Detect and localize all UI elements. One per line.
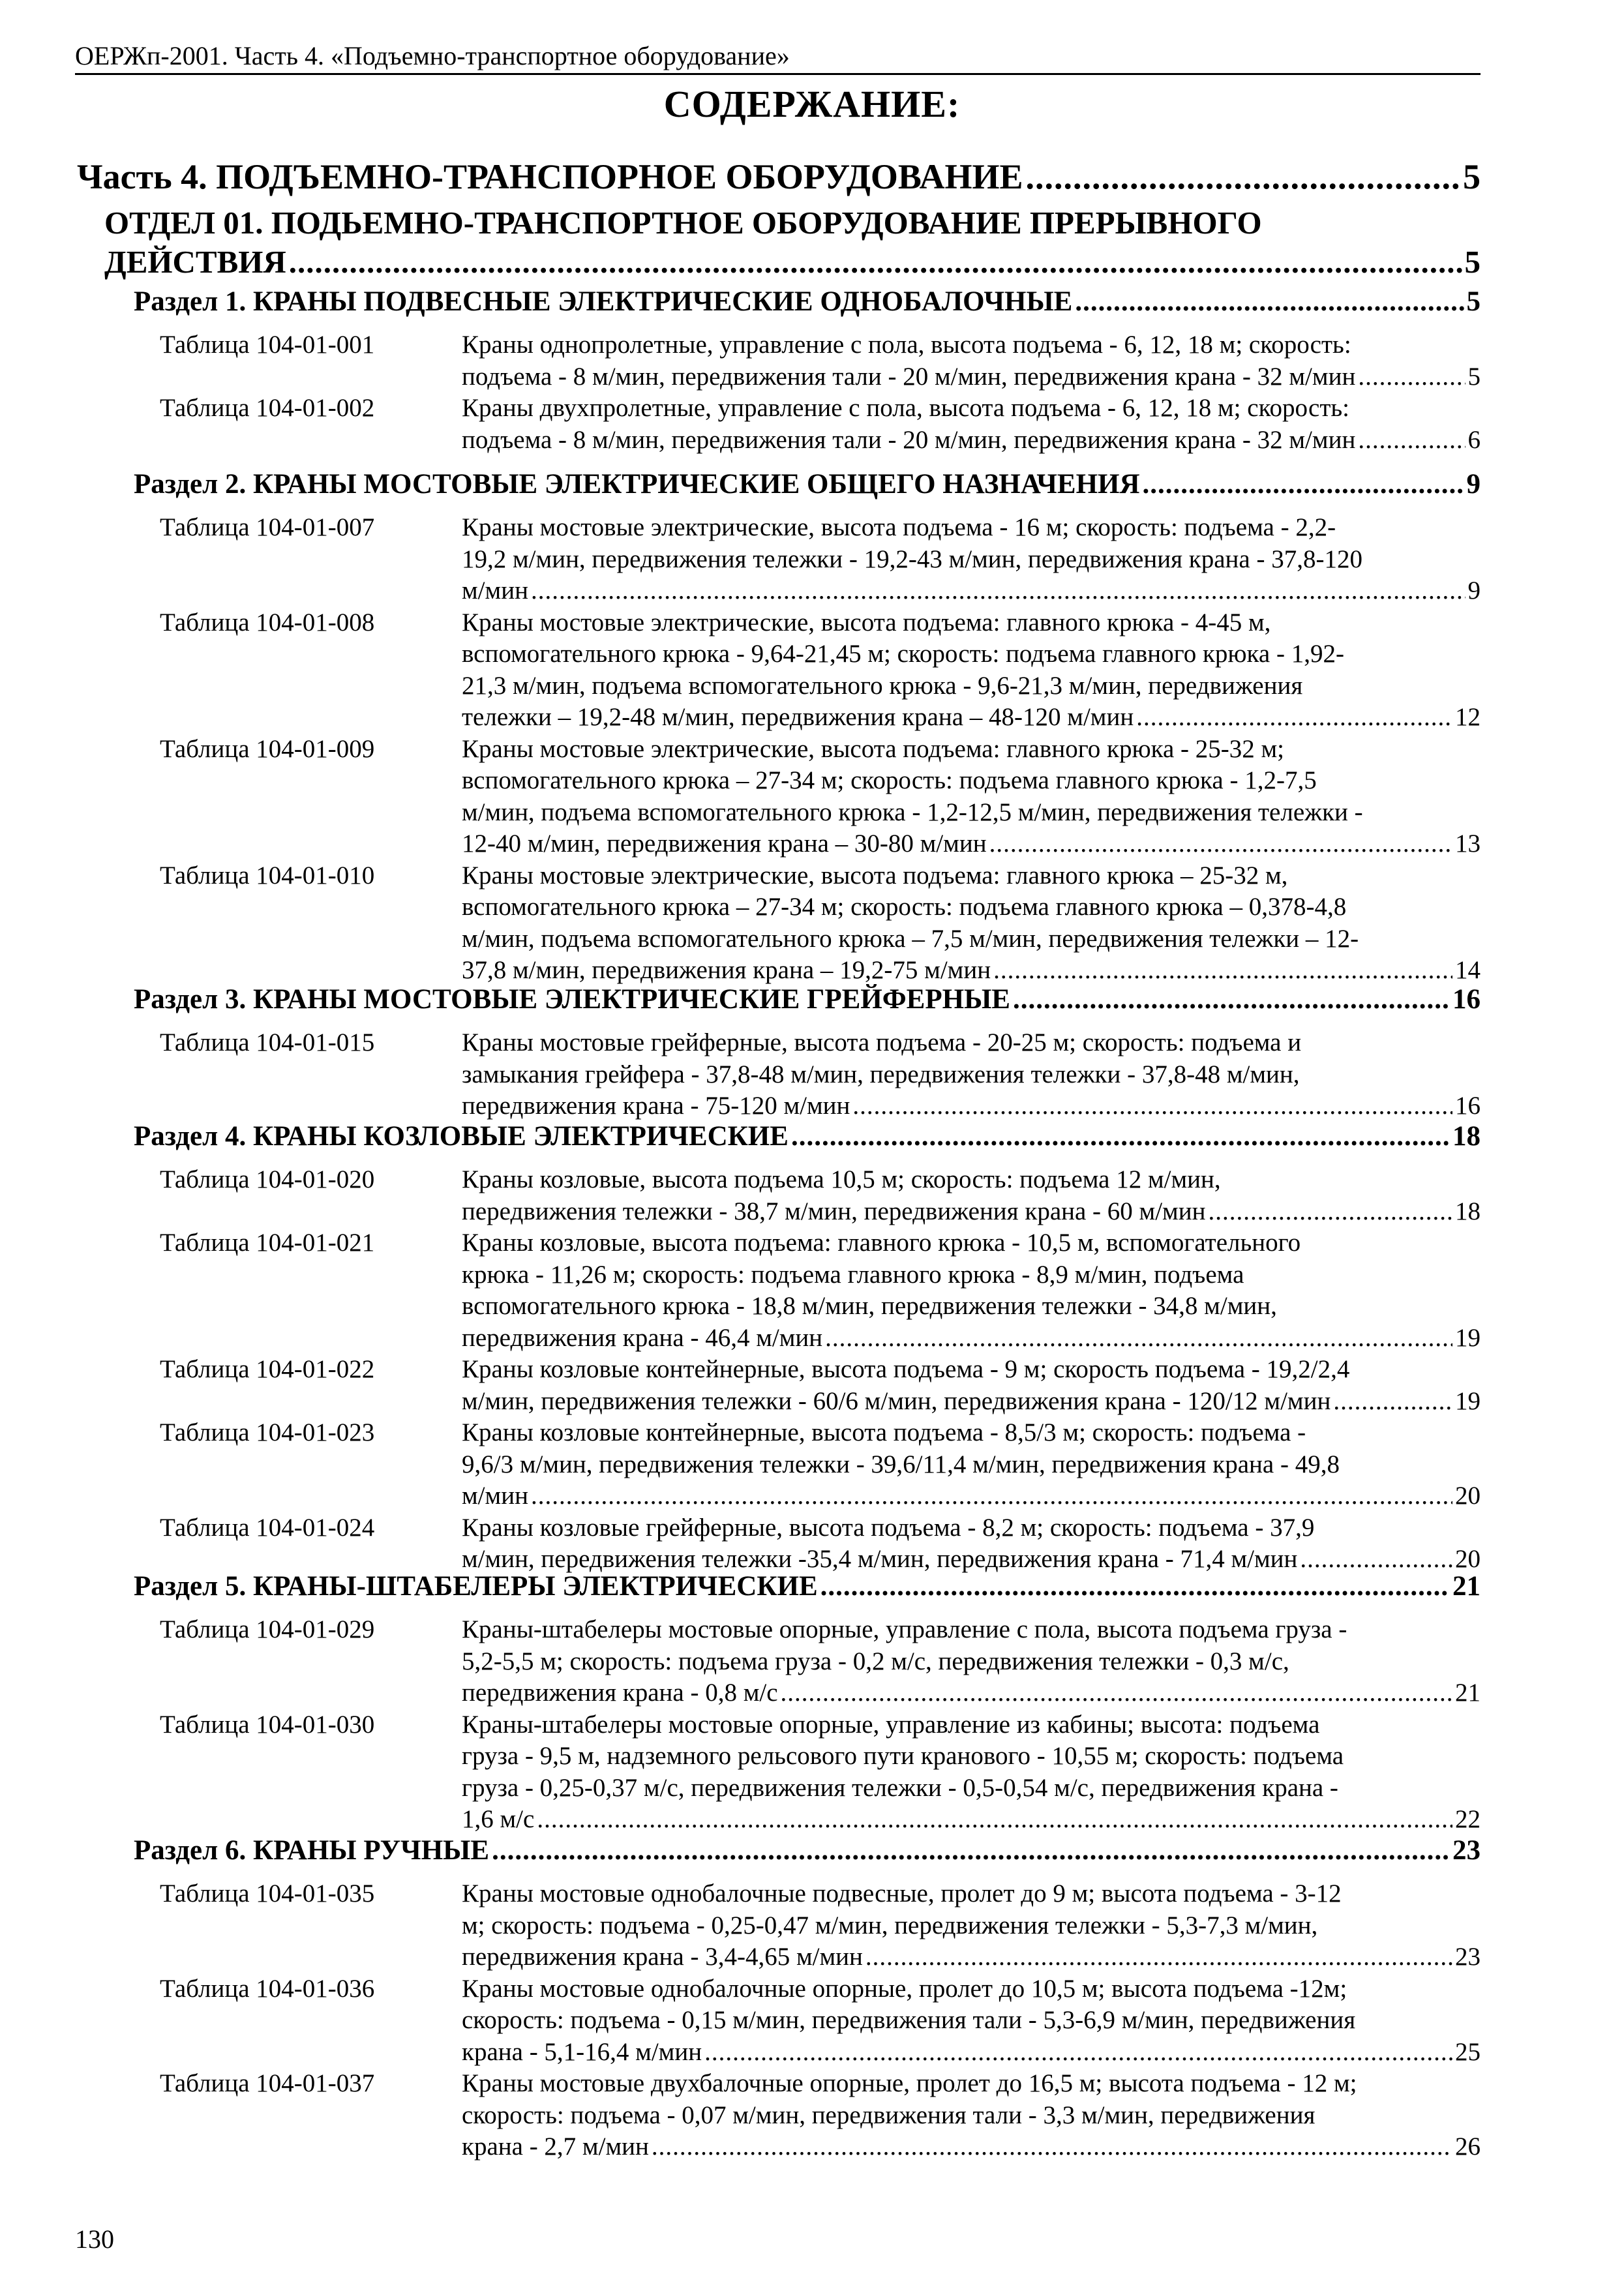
table-code: Таблица 104-01-008 — [160, 608, 375, 636]
table-page: 21 — [1455, 1679, 1481, 1707]
table-description-line: 1,6 м/с — [462, 1805, 535, 1833]
leader-dots — [1143, 466, 1464, 503]
leader-dots — [820, 1568, 1450, 1605]
leader-dots — [1026, 157, 1461, 197]
table-page: 22 — [1455, 1805, 1481, 1833]
table-page: 19 — [1455, 1323, 1481, 1352]
toc-table-entry[interactable] — [160, 1227, 1481, 1354]
leader-dots — [791, 1118, 1450, 1155]
table-code: Таблица 104-01-015 — [160, 1028, 375, 1056]
toc-section-entry[interactable] — [134, 1568, 1481, 1605]
table-description-line: подъема - 8 м/мин, передвижения тали - 20 м/мин, передвижения крана - 32 м/мин — [462, 362, 1356, 391]
toc-table-entry[interactable] — [160, 1614, 1481, 1709]
table-page: 14 — [1455, 956, 1481, 984]
table-description-line: груза - 9,5 м, надземного рельсового пути кранового - 10,55 м; скорость: подъема — [462, 1742, 1344, 1770]
toc-table-entry[interactable] — [160, 329, 1481, 393]
table-description-line: вспомогательного крюка – 27-34 м; скорость: подъема главного крюка - 1,2-7,5 — [462, 766, 1317, 794]
section-title: Раздел 5. КРАНЫ-ШТАБЕЛЕРЫ ЭЛЕКТРИЧЕСКИЕ — [134, 1571, 818, 1602]
leader-dots — [1333, 1386, 1452, 1418]
leader-dots — [1075, 284, 1464, 320]
leader-dots — [531, 575, 1466, 607]
table-page: 13 — [1455, 830, 1481, 858]
table-code: Таблица 104-01-007 — [160, 513, 375, 541]
leader-dots — [1358, 425, 1465, 456]
toc-table-entry[interactable] — [160, 860, 1481, 987]
toc-table-entry[interactable] — [160, 512, 1481, 607]
table-description-line: 37,8 м/мин, передвижения крана – 19,2-75 м/мин — [462, 956, 991, 984]
leader-dots — [1208, 1196, 1452, 1228]
page-title: СОДЕРЖАНИЕ: — [663, 83, 961, 125]
table-description-line: Краны козловые контейнерные, высота подъема - 9 м; скорость подъема - 19,2/2,4 — [462, 1355, 1350, 1383]
table-code: Таблица 104-01-002 — [160, 394, 375, 422]
leader-dots — [852, 1090, 1452, 1122]
table-description-line: 12-40 м/мин, передвижения крана – 30-80 м/мин — [462, 830, 987, 858]
table-description-line: крана - 5,1-16,4 м/мин — [462, 2037, 702, 2066]
toc-table-entry[interactable] — [160, 1512, 1481, 1576]
toc-table-entry[interactable] — [160, 1878, 1481, 1973]
table-description-line: подъема - 8 м/мин, передвижения тали - 20 м/мин, передвижения крана - 32 м/мин — [462, 425, 1356, 454]
section-title: Раздел 3. КРАНЫ МОСТОВЫЕ ЭЛЕКТРИЧЕСКИЕ ГРЕЙФЕРНЫЕ — [134, 984, 1010, 1015]
table-description-line: 19,2 м/мин, передвижения тележки - 19,2-43 м/мин, передвижения крана - 37,8-120 — [462, 545, 1362, 573]
toc-section-entry[interactable] — [134, 1833, 1481, 1869]
section-page: 9 — [1466, 469, 1481, 500]
table-description-line: крюка - 11,26 м; скорость: подъема главного крюка - 8,9 м/мин, подъема — [462, 1260, 1244, 1289]
toc-table-entry[interactable] — [160, 607, 1481, 734]
department-title-line1: ОТДЕЛ 01. ПОДЬЕМНО-ТРАНСПОРТНОЕ ОБОРУДОВАНИЕ ПРЕРЫВНОГО — [104, 205, 1262, 241]
table-description-line: Краны мостовые электрические, высота подъема - 16 м; скорость: подъема - 2,2- — [462, 513, 1336, 541]
table-description-line: вспомогательного крюка - 18,8 м/мин, передвижения тележки - 34,8 м/мин, — [462, 1292, 1277, 1320]
table-page: 25 — [1455, 2037, 1481, 2066]
table-description-line: передвижения крана - 3,4-4,65 м/мин — [462, 1943, 863, 1971]
table-code: Таблица 104-01-035 — [160, 1879, 375, 1908]
table-description-line: Краны мостовые однобалочные опорные, пролет до 10,5 м; высота подъема -12м; — [462, 1974, 1347, 2003]
toc-section-entry[interactable] — [134, 981, 1481, 1018]
toc-table-entry[interactable] — [160, 1417, 1481, 1512]
toc-table-entry[interactable] — [160, 734, 1481, 860]
toc-table-entry[interactable] — [160, 1354, 1481, 1417]
table-description-line: замыкания грейфера - 37,8-48 м/мин, передвижения тележки - 37,8-48 м/мин, — [462, 1060, 1300, 1088]
table-description-line: Краны мостовые электрические, высота подъема: главного крюка - 4-45 м, — [462, 608, 1271, 636]
toc-table-entry[interactable] — [160, 1164, 1481, 1227]
section-title: Раздел 2. КРАНЫ МОСТОВЫЕ ЭЛЕКТРИЧЕСКИЕ ОБЩЕГО НАЗНАЧЕНИЯ — [134, 469, 1140, 500]
leader-dots — [1136, 702, 1452, 734]
table-description-line: м/мин, подъема вспомогательного крюка – 7,5 м/мин, передвижения тележки – 12- — [462, 924, 1359, 953]
part-page: 5 — [1463, 157, 1481, 196]
table-description-line: Краны козловые, высота подъема 10,5 м; скорость: подъема 12 м/мин, — [462, 1165, 1221, 1193]
table-code: Таблица 104-01-023 — [160, 1418, 375, 1446]
table-description-line: Краны козловые контейнерные, высота подъема - 8,5/3 м; скорость: подъема - — [462, 1418, 1306, 1446]
table-description-line: груза - 0,25-0,37 м/с, передвижения тележки - 0,5-0,54 м/с, передвижения крана - — [462, 1773, 1338, 1802]
table-page: 16 — [1455, 1092, 1481, 1120]
table-description-line: передвижения крана - 75-120 м/мин — [462, 1092, 850, 1120]
section-page: 16 — [1452, 984, 1481, 1015]
table-description-line: Краны-штабелеры мостовые опорные, управление из кабины; высота: подъема — [462, 1710, 1320, 1739]
toc-section-entry[interactable] — [134, 1118, 1481, 1155]
table-description-line: Краны однопролетные, управление с пола, высота подъема - 6, 12, 18 м; скорость: — [462, 331, 1351, 359]
department-page: 5 — [1464, 244, 1481, 280]
table-description-line: Краны двухпролетные, управление с пола, высота подъема - 6, 12, 18 м; скорость: — [462, 394, 1349, 422]
toc-part-entry[interactable] — [77, 157, 1481, 197]
table-description-line: передвижения тележки - 38,7 м/мин, передвижения крана - 60 м/мин — [462, 1197, 1206, 1225]
table-description-line: Краны мостовые грейферные, высота подъема - 20-25 м; скорость: подъема и — [462, 1028, 1302, 1056]
table-page: 23 — [1455, 1943, 1481, 1971]
leader-dots — [704, 2037, 1452, 2069]
table-description-line: м/мин, передвижения тележки -35,4 м/мин, передвижения крана - 71,4 м/мин — [462, 1545, 1298, 1573]
table-description-line: 5,2-5,5 м; скорость: подъема груза - 0,2 м/с, передвижения тележки - 0,3 м/с, — [462, 1647, 1289, 1675]
section-page: 18 — [1452, 1121, 1481, 1152]
table-description-line: Краны мостовые электрические, высота подъема: главного крюка - 25-32 м; — [462, 734, 1284, 763]
page-number: 130 — [75, 2224, 114, 2254]
leader-dots — [865, 1941, 1452, 1973]
leader-dots — [781, 1677, 1452, 1709]
table-code: Таблица 104-01-022 — [160, 1355, 375, 1383]
leader-dots — [537, 1804, 1452, 1836]
table-description-line: Краны козловые грейферные, высота подъема - 8,2 м; скорость: подъема - 37,9 — [462, 1513, 1315, 1542]
table-description-line: скорость: подъема - 0,07 м/мин, передвижения тали - 3,3 м/мин, передвижения — [462, 2101, 1316, 2129]
table-description-line: м/мин, передвижения тележки - 60/6 м/мин, передвижения крана - 120/12 м/мин — [462, 1386, 1331, 1415]
table-page: 20 — [1455, 1482, 1481, 1510]
toc-table-entry[interactable] — [160, 1973, 1481, 2069]
leader-dots — [825, 1323, 1452, 1354]
table-description-line: крана - 2,7 м/мин — [462, 2132, 649, 2161]
table-description-line: м; скорость: подъема - 0,25-0,47 м/мин, передвижения тележки - 5,3-7,3 м/мин, — [462, 1911, 1318, 1939]
table-description-line: м/мин — [462, 1482, 528, 1510]
section-title: Раздел 1. КРАНЫ ПОДВЕСНЫЕ ЭЛЕКТРИЧЕСКИЕ ОДНОБАЛОЧНЫЕ — [134, 286, 1073, 317]
table-code: Таблица 104-01-020 — [160, 1165, 375, 1193]
table-code: Таблица 104-01-021 — [160, 1229, 375, 1257]
section-page: 21 — [1452, 1571, 1481, 1602]
table-description-line: передвижения крана - 46,4 м/мин — [462, 1323, 823, 1352]
leader-dots — [652, 2131, 1452, 2163]
table-code: Таблица 104-01-030 — [160, 1710, 375, 1739]
table-code: Таблица 104-01-029 — [160, 1615, 375, 1643]
table-code: Таблица 104-01-037 — [160, 2069, 375, 2097]
table-description-line: 9,6/3 м/мин, передвижения тележки - 39,6/11,4 м/мин, передвижения крана - 49,8 — [462, 1450, 1340, 1478]
table-description-line: Краны мостовые двухбалочные опорные, пролет до 16,5 м; высота подъема - 12 м; — [462, 2069, 1357, 2097]
section-title: Раздел 6. КРАНЫ РУЧНЫЕ — [134, 1835, 490, 1866]
section-page: 5 — [1466, 286, 1481, 317]
toc-table-entry[interactable] — [160, 393, 1481, 456]
table-page: 18 — [1455, 1197, 1481, 1225]
table-description-line: м/мин — [462, 576, 528, 605]
section-title: Раздел 4. КРАНЫ КОЗЛОВЫЕ ЭЛЕКТРИЧЕСКИЕ — [134, 1121, 789, 1152]
part-title: Часть 4. ПОДЪЕМНО-ТРАНСПОРНОЕ ОБОРУДОВАНИЕ — [77, 157, 1023, 196]
toc-table-entry[interactable] — [160, 1027, 1481, 1122]
leader-dots — [1013, 981, 1450, 1018]
toc-table-entry[interactable] — [160, 2068, 1481, 2163]
leader-dots — [289, 243, 1462, 282]
table-page: 20 — [1455, 1545, 1481, 1573]
table-description-line: тележки – 19,2-48 м/мин, передвижения крана – 48-120 м/мин — [462, 703, 1134, 731]
toc-section-entry[interactable] — [134, 466, 1481, 503]
table-description-line: вспомогательного крюка - 9,64-21,45 м; скорость: подъема главного крюка - 1,92- — [462, 640, 1344, 668]
table-description-line: 21,3 м/мин, подъема вспомогательного крюка - 9,6-21,3 м/мин, передвижения — [462, 671, 1303, 700]
table-page: 5 — [1467, 362, 1481, 391]
table-description-line: скорость: подъема - 0,15 м/мин, передвижения тали - 5,3-6,9 м/мин, передвижения — [462, 2006, 1356, 2034]
table-page: 12 — [1455, 703, 1481, 731]
toc-department-entry[interactable] — [104, 203, 1481, 282]
table-description-line: Краны-штабелеры мостовые опорные, управление с пола, высота подъема груза - — [462, 1615, 1347, 1643]
table-description-line: Краны козловые, высота подъема: главного крюка - 10,5 м, вспомогательного — [462, 1229, 1301, 1257]
table-code: Таблица 104-01-036 — [160, 1974, 375, 2003]
table-description-line: м/мин, подъема вспомогательного крюка - 1,2-12,5 м/мин, передвижения тележки - — [462, 798, 1363, 826]
table-description-line: вспомогательного крюка – 27-34 м; скорость: подъема главного крюка – 0,378-4,8 — [462, 893, 1347, 921]
table-description-line: Краны мостовые однобалочные подвесные, пролет до 9 м; высота подъема - 3-12 — [462, 1879, 1342, 1908]
section-page: 23 — [1452, 1835, 1481, 1866]
table-page: 26 — [1455, 2132, 1481, 2161]
table-description-line: передвижения крана - 0,8 м/с — [462, 1679, 778, 1707]
toc-table-entry[interactable] — [160, 1709, 1481, 1836]
leader-dots — [531, 1480, 1452, 1512]
leader-dots — [989, 828, 1452, 860]
leader-dots — [492, 1833, 1450, 1869]
table-code: Таблица 104-01-001 — [160, 331, 375, 359]
table-page: 9 — [1467, 576, 1481, 605]
table-code: Таблица 104-01-024 — [160, 1513, 375, 1542]
table-page: 6 — [1467, 425, 1481, 454]
table-code: Таблица 104-01-009 — [160, 734, 375, 763]
table-description-line: Краны мостовые электрические, высота подъема: главного крюка – 25-32 м, — [462, 861, 1288, 890]
table-code: Таблица 104-01-010 — [160, 861, 375, 890]
leader-dots — [1358, 361, 1465, 393]
running-header: ОЕРЖп-2001. Часть 4. «Подъемно-транспортное оборудование» — [75, 39, 1481, 75]
department-title-line2: ДЕЙСТВИЯ — [104, 244, 286, 280]
toc-section-entry[interactable] — [134, 284, 1481, 320]
table-page: 19 — [1455, 1386, 1481, 1415]
